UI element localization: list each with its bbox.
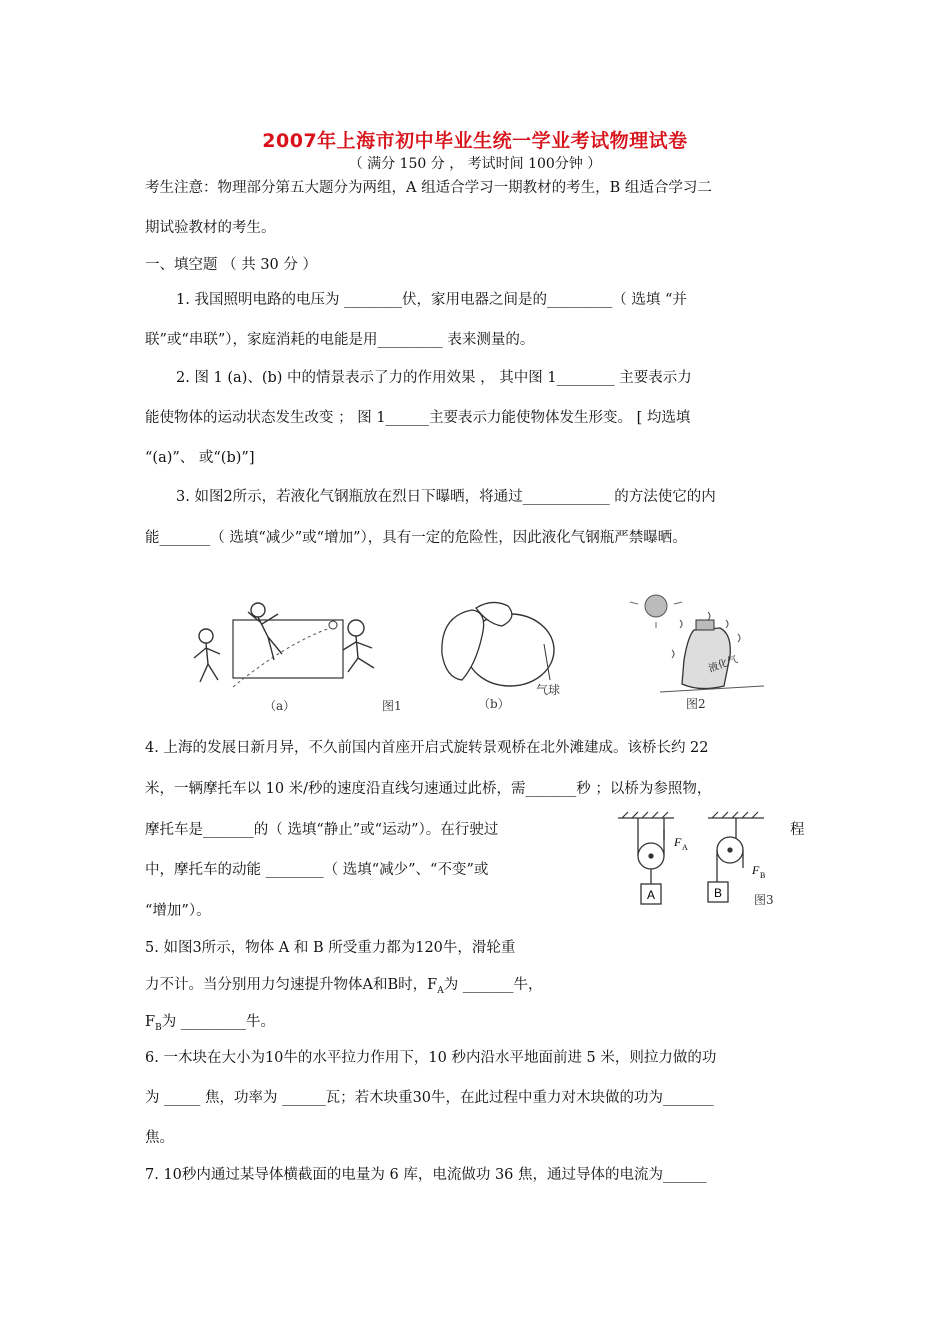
q5-line-2-a: 力不计。当分别用力匀速提升物体A和B时，F (145, 977, 438, 993)
q5-line-3-b: 为 _________牛。 (161, 1014, 276, 1030)
q1-line-1: 1. 我国照明电路的电压为 ________伏，家用电器之间是的_________（ 选填 “并 (176, 292, 687, 308)
q7-line-1: 7. 10秒内通过某导体横截面的电量为 6 库，电流做功 36 焦，通过导体的电流为______ (145, 1167, 707, 1183)
q6-line-1: 6. 一木块在大小为10牛的水平拉力作用下，10 秒内沿水平地面前进 5 米，则拉力做的功 (145, 1050, 717, 1066)
q2-line-2: 能使物体的运动状态发生改变 ； 图 1______主要表示力能使物体发生形变。 [ 均选填 (145, 410, 691, 426)
figure-1b-balloon (432, 596, 582, 716)
figure-1a-soccer (178, 592, 402, 717)
block-b-label: B (714, 886, 723, 900)
ceiling-left (618, 812, 674, 818)
fig1a-caption: （a） (264, 699, 296, 713)
q5-line-3-sub: B (155, 1022, 162, 1033)
q4-line-2: 米，一辆摩托车以 10 米/秒的速度沿直线匀速通过此桥，需_______秒 ；以桥为参照物， (145, 781, 712, 797)
q5-line-2-b: 为 _______牛， (443, 977, 543, 993)
figure-2-gas-cylinder (624, 590, 774, 715)
exam-title: 2007年上海市初中毕业生统一学业考试物理试卷 (262, 130, 688, 152)
notice-line-1: 考生注意：物理部分第五大题分为两组，A 组适合学习一期教材的考生，B 组适合学习二 (145, 180, 712, 196)
q6-line-2: 为 _____ 焦，功率为 ______瓦；若木块重30牛，在此过程中重力对木块做的功为_______ (145, 1090, 714, 1106)
goal-frame (233, 620, 343, 678)
balloon-label: 气球 (536, 683, 561, 697)
q5-line-1: 5. 如图3所示，物体 A 和 B 所受重力都为120牛，滑轮重 (145, 940, 516, 956)
ceiling-right (708, 812, 764, 818)
player-right (343, 620, 374, 672)
fig3-caption: 图3 (754, 893, 774, 907)
section-heading: 一、填空题 （ 共 30 分 ） (145, 257, 317, 273)
q4-line-4: 中，摩托车的动能 ________（ 选填“减少”、“不变”或 (145, 862, 489, 878)
exam-subtitle: （ 满分 150 分 ， 考试时间 100分钟 ） (348, 156, 602, 172)
player-left (194, 629, 220, 682)
q6-line-3: 焦。 (145, 1130, 174, 1146)
q4-line-3: 摩托车是_______的（ 选填“静止”或“运动”）。在行驶过 (145, 822, 499, 838)
fig2-caption: 图2 (686, 697, 706, 711)
figure-3-pulleys (612, 810, 792, 910)
q3-line-1: 3. 如图2所示，若液化气钢瓶放在烈日下曝晒，将通过____________ 的方法使它的内 (176, 489, 716, 505)
notice-line-2: 期试验教材的考生。 (145, 220, 276, 236)
fa-subscript: A (682, 843, 688, 852)
fb-subscript: B (760, 871, 766, 880)
q4-line-5: “增加”）。 (145, 903, 211, 919)
fig1-caption: 图1 (382, 699, 402, 713)
q5-line-2 (145, 975, 543, 1001)
q3-line-2: 能_______（ 选填“减少”或“增加”），具有一定的危险性，因此液化气钢瓶严禁曝晒。 (145, 530, 687, 546)
ball (329, 621, 337, 629)
q4-line-1: 4. 上海的发展日新月异，不久前国内首座开启式旋转景观桥在北外滩建成。该桥长约 22 (145, 740, 709, 756)
q2-line-3: “(a)”、 或“(b)”] (145, 450, 255, 466)
q5-line-3 (145, 1012, 275, 1038)
cylinder-label: 液化气 (707, 654, 740, 675)
q1-line-2: 联”或“串联”），家庭消耗的电能是用_________ 表来测量的。 (145, 332, 535, 348)
fa-label: F (674, 835, 682, 849)
block-a-label: A (647, 888, 656, 902)
fig1b-caption: （b） (478, 697, 510, 711)
q4-line-3-end: 程 (790, 822, 805, 838)
fb-label: F (752, 863, 760, 877)
player-middle (248, 603, 282, 660)
q5-line-3-a: F (145, 1014, 156, 1030)
q5-line-2-sub: A (437, 985, 444, 996)
sun (645, 595, 667, 617)
q2-line-1: 2. 图 1 (a)、(b) 中的情景表示了力的作用效果 ， 其中图 1________ 主要表示力 (176, 370, 692, 386)
